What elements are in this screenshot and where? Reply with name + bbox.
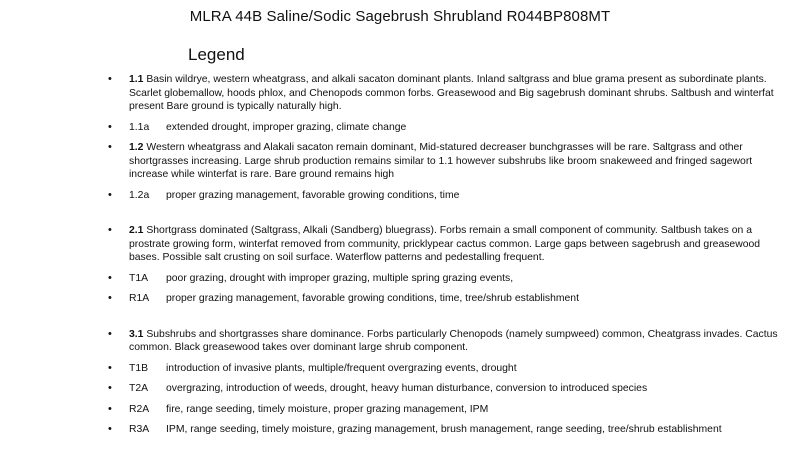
transition-description: proper grazing management, favorable growing conditions, time, tree/shrub establishment [166, 293, 579, 304]
transition-item [108, 189, 788, 203]
transition-code: R2A [129, 403, 150, 415]
state-code: 1.1 [129, 74, 144, 85]
transition-description: introduction of invasive plants, multiple/frequent overgrazing events, drought [166, 362, 517, 374]
transition-code: 1.1a [129, 121, 150, 133]
bullet-icon: • [108, 141, 112, 153]
transition-code: R3A [129, 424, 150, 435]
state-item-2-1 [108, 224, 788, 265]
state-description: Basin wildrye, western wheatgrass, and alkali sacaton dominant plants. Inland saltgrass and blue grama present as subordinate plants. Scarlet globemallow, hoods phlox, and Chenopods common forbs. Greasewood and Big sagebrush dominant shrubs. Saltbush and winterfat present Bare ground is typically naturally high. [129, 74, 774, 112]
state-description: Western wheatgrass and Alakali sacaton remain dominant, Mid-statured decreaser bunchgrasses will be rare. Saltgrass and other shortgrasses increasing. Large shrub production remains similar to 1.1 however subshrubs like broom snakeweed and fringed sagewort increase while winterfat is rare. Bare ground remains high [129, 142, 753, 180]
bullet-icon: • [108, 292, 112, 304]
transition-item [108, 403, 788, 417]
bullet-icon: • [108, 402, 112, 415]
transition-code: 1.2a [129, 189, 150, 201]
legend-heading: Legend [188, 45, 245, 64]
state-item-1-2 [108, 141, 788, 182]
state-description: Subshrubs and shortgrasses share dominance. Forbs particularly Chenopods (namely sumpweed) common, Cheatgrass invades. Cactus common. Black greasewood takes over dominant large shrub component. [129, 328, 778, 353]
bullet-icon: • [108, 73, 112, 85]
bullet-icon: • [108, 120, 112, 133]
transition-description: IPM, range seeding, timely moisture, grazing management, brush management, range seeding, tree/shrub establishment [166, 424, 722, 435]
transition-description: proper grazing management, favorable growing conditions, time [166, 189, 460, 201]
transition-item [108, 382, 788, 396]
section-gap [108, 209, 788, 224]
transition-code: R1A [129, 293, 150, 304]
bullet-icon: • [108, 327, 112, 340]
transition-code: T1A [129, 272, 149, 284]
state-code: 3.1 [129, 328, 144, 340]
bullet-icon: • [108, 382, 112, 394]
transition-description: fire, range seeding, timely moisture, proper grazing management, IPM [166, 403, 489, 415]
bullet-icon: • [108, 188, 112, 201]
transition-description: poor grazing, drought with improper grazing, multiple spring grazing events, [166, 272, 514, 284]
bullet-icon: • [108, 361, 112, 374]
transition-item [108, 272, 788, 286]
state-item-1-1 [108, 73, 788, 114]
bullet-icon: • [108, 271, 112, 284]
transition-item [108, 121, 788, 135]
state-code: 2.1 [129, 225, 144, 236]
legend-list [108, 73, 788, 444]
state-description: Shortgrass dominated (Saltgrass, Alkali (Sandberg) bluegrass). Forbs remain a small component of community. Saltbush takes on a prostrate growing form, winterfat removed from community, pricklypear cactus common. Large gaps between sagebrush and greasewood bases. Possible salt crusting on soil surface. Waterflow patterns and pedestalling frequent. [129, 225, 761, 263]
transition-item [108, 362, 788, 376]
transition-item [108, 423, 788, 437]
transition-description: overgrazing, introduction of weeds, drought, heavy human disturbance, conversion to introduced species [166, 383, 648, 394]
transition-item [108, 292, 788, 306]
transition-code: T2A [129, 383, 149, 394]
page-title: MLRA 44B Saline/Sodic Sagebrush Shrubland R044BP808MT [189, 8, 611, 25]
state-code: 1.2 [129, 142, 144, 153]
bullet-icon: • [108, 224, 112, 236]
state-item-3-1 [108, 328, 788, 355]
bullet-icon: • [108, 423, 112, 435]
transition-description: extended drought, improper grazing, climate change [166, 121, 407, 133]
section-gap [108, 313, 788, 328]
transition-code: T1B [129, 362, 149, 374]
